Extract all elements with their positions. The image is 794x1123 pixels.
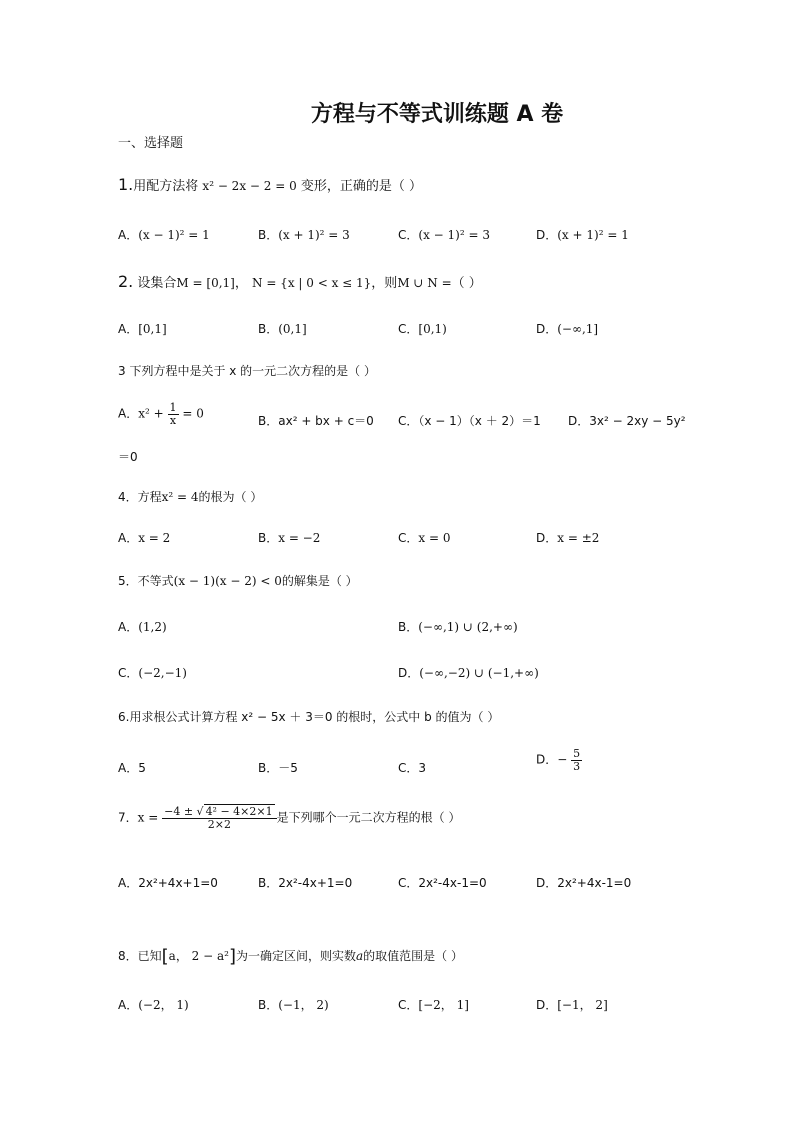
question-5: 5．不等式(x − 1)(x − 2) < 0的解集是（ ） <box>118 574 358 588</box>
question-2: 2. 设集合M = [0,1]， N = {x | 0 < x ≤ 1}，则M ∪ N =（ ） <box>118 272 482 291</box>
option-c[interactable]: C．3 <box>398 761 427 775</box>
question-6: 6.用求根公式计算方程 x² − 5x ＋ 3＝0 的根时，公式中 b 的值为（ ） <box>118 710 500 724</box>
option-a[interactable]: A．(1,2) <box>118 620 167 634</box>
option-a[interactable]: A．[0,1] <box>118 322 167 336</box>
option-c[interactable]: C．[0,1) <box>398 322 447 336</box>
option-a[interactable]: A．(−2， 1) <box>118 998 189 1012</box>
question-8: 8．已知[a， 2 − a²]为一确定区间，则实数a的取值范围是（ ） <box>118 946 463 967</box>
option-b[interactable]: B．(0,1] <box>258 322 307 336</box>
option-d[interactable]: D．(−∞,−2) ∪ (−1,+∞) <box>398 666 539 680</box>
option-d[interactable]: D．x = ±2 <box>536 531 600 545</box>
option-c[interactable]: C．(−2,−1) <box>118 666 187 680</box>
equation: x² − 2x − 2 = 0 <box>202 179 297 193</box>
fraction: $\frac{5}{3}$ <box>573 747 581 773</box>
option-d[interactable]: D．2x²+4x-1=0 <box>536 876 632 890</box>
question-number: 1. <box>118 175 134 194</box>
option-b[interactable]: B．x = −2 <box>258 531 321 545</box>
question-number: 2. <box>118 272 134 291</box>
option-c[interactable]: C．(x − 1)² = 3 <box>398 228 490 242</box>
root-formula: $\frac{\text{−4 ± √ 4² − 4×2×1}}{2\times 2}$ <box>162 806 277 830</box>
fraction: $\frac{1}{x}$ <box>169 401 177 427</box>
question-3: 3 下列方程中是关于 x 的一元二次方程的是（ ） <box>118 364 376 378</box>
option-d-continued: ＝0 <box>118 450 138 464</box>
option-a[interactable]: A．x² + $\frac{1}{x}$ = 0 <box>118 401 204 427</box>
option-b[interactable]: B．－5 <box>258 761 298 775</box>
option-b[interactable]: B．2x²-4x+1=0 <box>258 876 353 890</box>
option-d[interactable]: D．− $\frac{5}{3}$ <box>536 747 581 773</box>
option-c[interactable]: C．（x − 1）（x ＋ 2）＝1 <box>398 414 541 428</box>
option-d[interactable]: D．[−1， 2] <box>536 998 608 1012</box>
option-d[interactable]: D．(x + 1)² = 1 <box>536 228 629 242</box>
option-d[interactable]: D．(−∞,1] <box>536 322 599 336</box>
question-1: 1.用配方法将 x² − 2x − 2 = 0 变形，正确的是（ ） <box>118 175 423 194</box>
option-b[interactable]: B．(x + 1)² = 3 <box>258 228 350 242</box>
option-a[interactable]: A．5 <box>118 761 146 775</box>
option-b[interactable]: B．(−1， 2) <box>258 998 329 1012</box>
option-a[interactable]: A．(x − 1)² = 1 <box>118 228 210 242</box>
option-a[interactable]: A．x = 2 <box>118 531 171 545</box>
section-heading: 一、选择题 <box>118 136 184 151</box>
option-b[interactable]: B．ax² + bx + c＝0 <box>258 414 374 428</box>
page-title: 方程与不等式训练题 A 卷 <box>310 102 564 127</box>
option-c[interactable]: C．x = 0 <box>398 531 451 545</box>
option-d[interactable]: D．3x² − 2xy − 5y² <box>568 414 686 428</box>
option-c[interactable]: C．[−2， 1] <box>398 998 469 1012</box>
question-7: 7．x = $\frac{\text{−4 ± √ 4² − 4×2×1}}{2\times 2}$ 是下列哪个一元二次方程的根（ ） <box>118 805 461 831</box>
option-b[interactable]: B．(−∞,1) ∪ (2,+∞) <box>398 620 518 634</box>
option-c[interactable]: C．2x²-4x-1=0 <box>398 876 487 890</box>
question-4: 4．方程x² = 4的根为（ ） <box>118 490 263 504</box>
option-a[interactable]: A．2x²+4x+1=0 <box>118 876 218 890</box>
